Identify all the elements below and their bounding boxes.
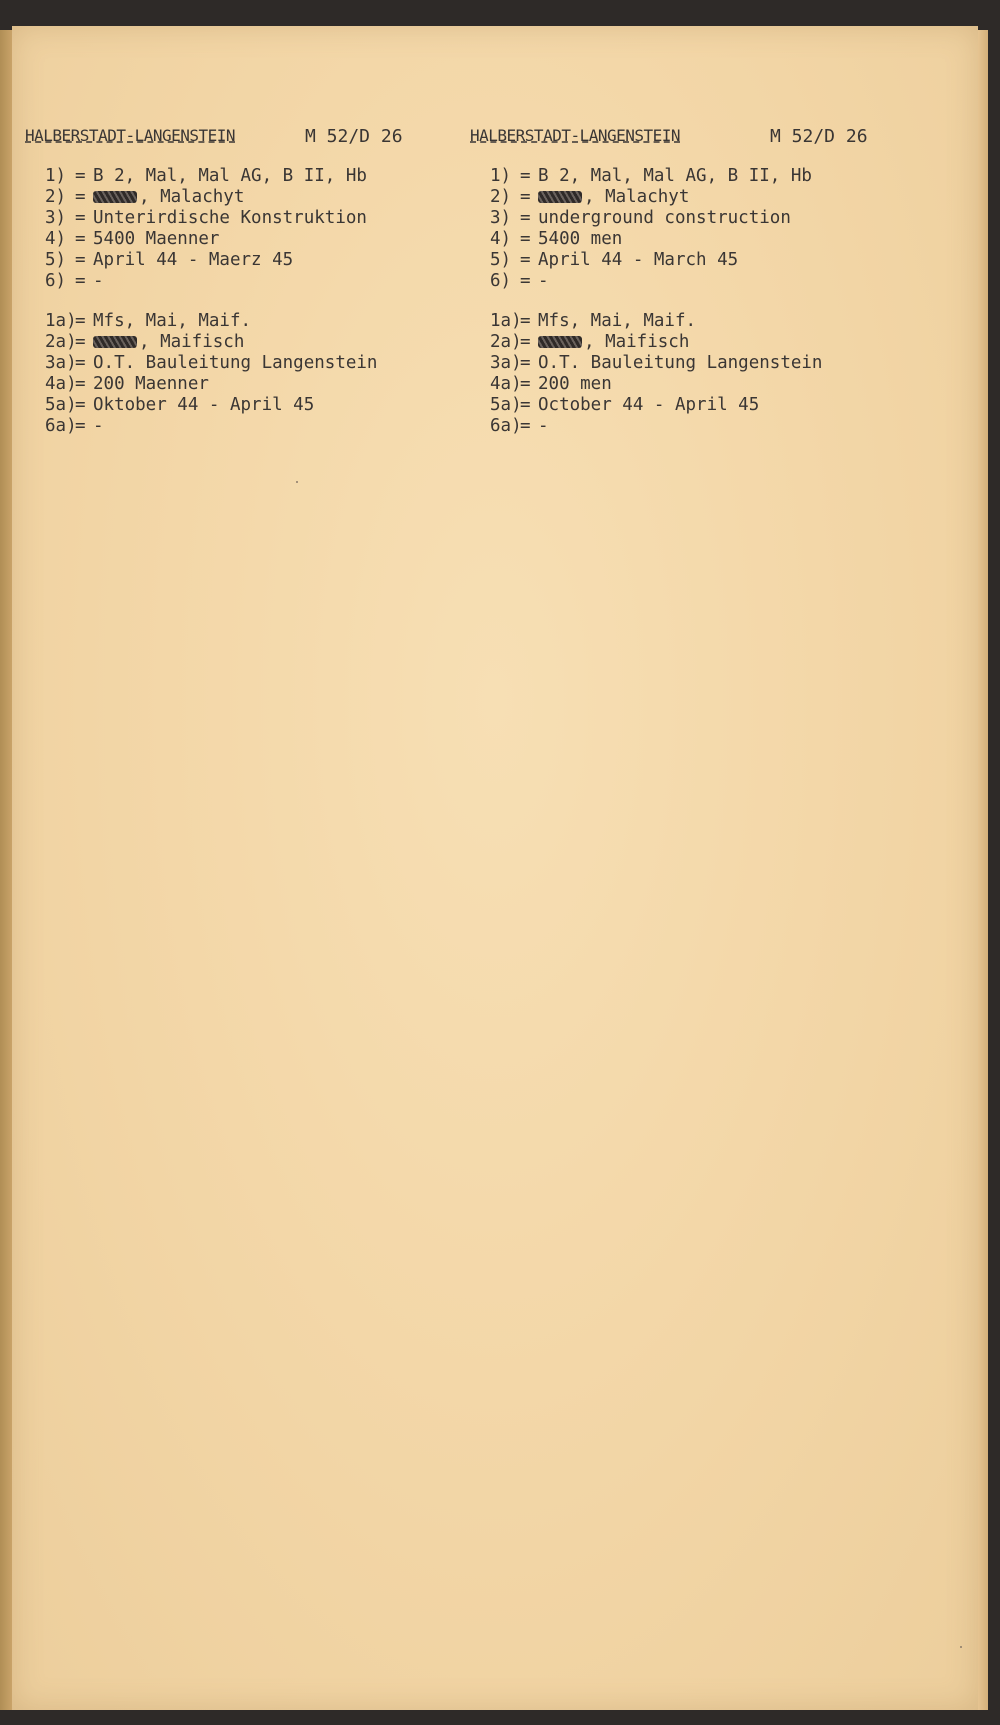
entry-key: 1a) <box>45 311 77 331</box>
entry-key: 3) <box>490 208 512 228</box>
entry-key: 2) <box>45 187 67 207</box>
entry-separator: = <box>520 187 531 207</box>
entry-row <box>45 208 455 229</box>
document-page <box>12 26 978 1710</box>
entry-key: 1) <box>45 166 67 186</box>
place-name: HALBERSTADT-LANGENSTEIN <box>25 126 236 145</box>
entry-value: , Malachyt <box>139 187 245 207</box>
group-gap <box>490 292 900 311</box>
entry-key: 2) <box>490 187 512 207</box>
entry-separator: = <box>75 250 86 270</box>
entry-row <box>490 353 900 374</box>
german-column <box>25 126 455 437</box>
entry-separator: = <box>520 311 531 331</box>
entry-row <box>490 229 900 250</box>
entry-value: - <box>93 271 104 291</box>
entry-key: 5a) <box>490 395 522 415</box>
entry-row <box>45 416 455 437</box>
entry-row <box>45 353 455 374</box>
entry-key: 1) <box>490 166 512 186</box>
entry-separator: = <box>75 416 86 436</box>
entry-value: - <box>538 416 549 436</box>
entry-separator: = <box>520 271 531 291</box>
entry-value: , Maifisch <box>139 332 245 352</box>
entry-row <box>45 332 455 353</box>
entry-row <box>490 416 900 437</box>
entry-value: April 44 - March 45 <box>538 250 739 270</box>
entry-key: 6) <box>490 271 512 291</box>
entry-separator: = <box>520 353 531 373</box>
entry-row <box>490 332 900 353</box>
entry-value: , Maifisch <box>584 332 690 352</box>
entry-separator: = <box>75 166 86 186</box>
entry-value: , Malachyt <box>584 187 690 207</box>
entry-row <box>45 395 455 416</box>
entry-separator: = <box>75 271 86 291</box>
entry-separator: = <box>75 208 86 228</box>
entry-value: Mfs, Mai, Maif. <box>538 311 697 331</box>
entry-key: 1a) <box>490 311 522 331</box>
entry-value: underground construction <box>538 208 791 228</box>
entry-row <box>490 271 900 292</box>
entry-separator: = <box>75 311 86 331</box>
entry-value: 5400 men <box>538 229 623 249</box>
entry-row <box>45 311 455 332</box>
entry-list <box>490 166 900 437</box>
reference-code: M 52/D 26 <box>770 126 868 147</box>
entry-value: 200 Maenner <box>93 374 209 394</box>
entry-separator: = <box>75 374 86 394</box>
entry-value: 5400 Maenner <box>93 229 220 249</box>
entry-separator: = <box>520 374 531 394</box>
redaction-mark <box>538 336 582 348</box>
column-header <box>25 126 455 166</box>
redaction-mark <box>93 191 137 203</box>
entry-value: B 2, Mal, Mal AG, B II, Hb <box>93 166 367 186</box>
entry-key: 2a) <box>490 332 522 352</box>
entry-row <box>490 374 900 395</box>
entry-row <box>490 395 900 416</box>
entry-key: 4) <box>490 229 512 249</box>
entry-separator: = <box>520 332 531 352</box>
english-column <box>470 126 900 437</box>
redaction-mark <box>538 191 582 203</box>
entry-separator: = <box>75 395 86 415</box>
entry-row <box>45 187 455 208</box>
entry-row <box>490 311 900 332</box>
entry-row <box>45 166 455 187</box>
redaction-mark <box>93 336 137 348</box>
paper-speck <box>296 481 298 483</box>
entry-key: 6) <box>45 271 67 291</box>
entry-separator: = <box>75 332 86 352</box>
reference-code: M 52/D 26 <box>305 126 403 147</box>
entry-key: 6a) <box>490 416 522 436</box>
entry-separator: = <box>75 353 86 373</box>
place-name: HALBERSTADT-LANGENSTEIN <box>470 126 681 145</box>
entry-value: B 2, Mal, Mal AG, B II, Hb <box>538 166 812 186</box>
entry-value: - <box>93 416 104 436</box>
entry-separator: = <box>520 416 531 436</box>
entry-key: 4a) <box>490 374 522 394</box>
entry-value: Unterirdische Konstruktion <box>93 208 367 228</box>
entry-key: 4a) <box>45 374 77 394</box>
entry-key: 5a) <box>45 395 77 415</box>
entry-row <box>490 166 900 187</box>
entry-value: Mfs, Mai, Maif. <box>93 311 252 331</box>
entry-row <box>45 374 455 395</box>
entry-row <box>45 250 455 271</box>
entry-key: 3a) <box>490 353 522 373</box>
entry-row <box>45 229 455 250</box>
entry-row <box>490 250 900 271</box>
entry-separator: = <box>520 395 531 415</box>
entry-key: 4) <box>45 229 67 249</box>
entry-list <box>45 166 455 437</box>
entry-row <box>490 187 900 208</box>
entry-value: October 44 - April 45 <box>538 395 760 415</box>
entry-value: April 44 - Maerz 45 <box>93 250 294 270</box>
entry-separator: = <box>75 229 86 249</box>
entry-value: - <box>538 271 549 291</box>
entry-separator: = <box>520 166 531 186</box>
entry-value: O.T. Bauleitung Langenstein <box>538 353 823 373</box>
entry-value: 200 men <box>538 374 612 394</box>
entry-value: Oktober 44 - April 45 <box>93 395 315 415</box>
entry-separator: = <box>75 187 86 207</box>
entry-key: 3) <box>45 208 67 228</box>
entry-key: 5) <box>45 250 67 270</box>
entry-value: O.T. Bauleitung Langenstein <box>93 353 378 373</box>
entry-key: 6a) <box>45 416 77 436</box>
group-gap <box>45 292 455 311</box>
entry-key: 3a) <box>45 353 77 373</box>
entry-row <box>45 271 455 292</box>
entry-key: 5) <box>490 250 512 270</box>
entry-row <box>490 208 900 229</box>
column-header <box>470 126 900 166</box>
paper-speck <box>960 1646 962 1648</box>
entry-key: 2a) <box>45 332 77 352</box>
entry-separator: = <box>520 208 531 228</box>
entry-separator: = <box>520 250 531 270</box>
entry-separator: = <box>520 229 531 249</box>
